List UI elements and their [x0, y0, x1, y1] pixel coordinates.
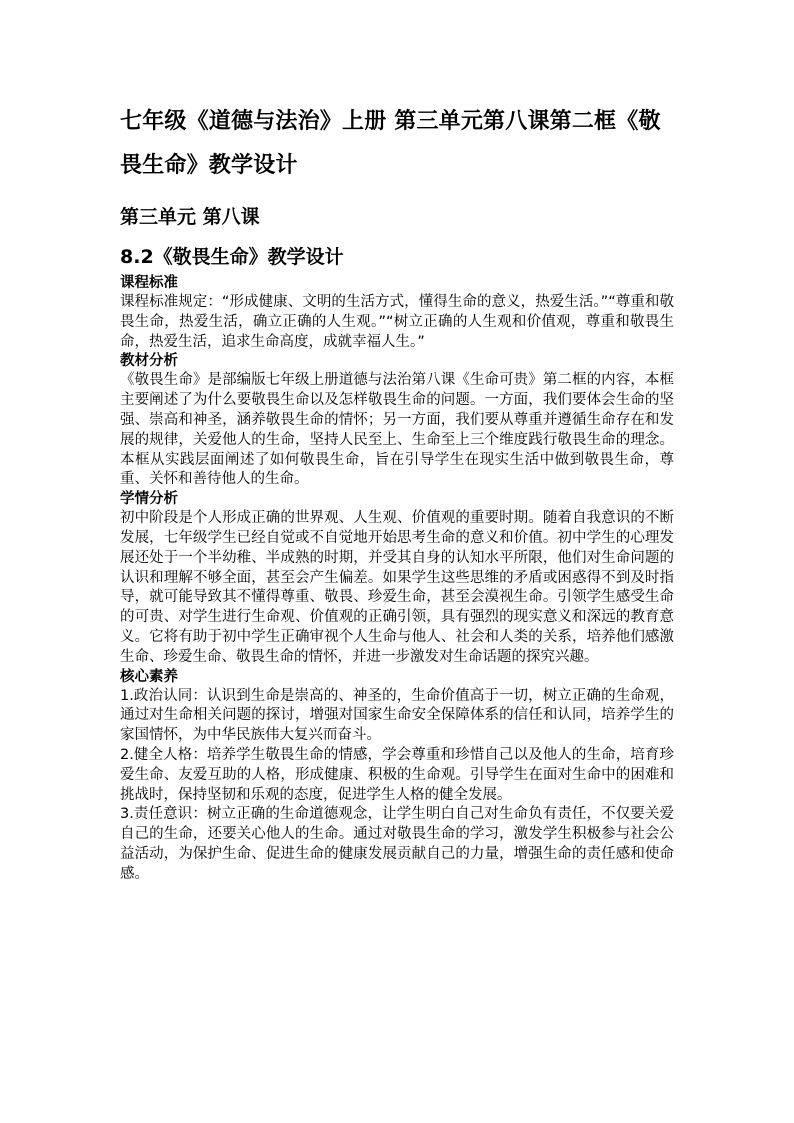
literacy-item-sound-personality: 2.健全人格：培养学生敬畏生命的情感，学会尊重和珍惜自己以及他人的生命，培育珍爱生命、友爱互助的人格，形成健康、积极的生命观。引导学生在面对生命中的困难和挑战时，保持坚韧和乐观的态度，促进学生人格的健全发展。 — [120, 746, 674, 803]
section-heading: 学情分析 — [120, 491, 178, 508]
section-heading: 教材分析 — [120, 353, 178, 370]
section-paragraph: 《敬畏生命》是部编版七年级上册道德与法治第八课《生命可贵》第二框的内容，本框主要阐述了为什么要敬畏生命以及怎样敬畏生命的问题。一方面，我们要体会生命的坚强、崇高和神圣，涵养敬畏生命的情怀；另一方面，我们要从尊重并遵循生命存在和发展的规律，关爱他人的生命，坚持人民至上、生命至上三个维度践行敬畏生命的理念。本框从实践层面阐述了如何敬畏生命，旨在引导学生在现实生活中做到敬畏生命，尊重、关怀和善待他人的生命。 — [120, 372, 674, 488]
literacy-item-responsibility: 3.责任意识：树立正确的生命道德观念，让学生明白自己对生命负有责任，不仅要关爱自己的生命，还要关心他人的生命。通过对敬畏生命的学习，激发学生积极参与社会公益活动，为保护生命、促进生命的健康发展贡献自己的力量，增强生命的责任感和使命感。 — [120, 806, 674, 882]
section-paragraph: 课程标准规定：“形成健康、文明的生活方式，懂得生命的意义，热爱生活。”“尊重和敬畏生命，热爱生活，确立正确的人生观。”“树立正确的人生观和价值观，尊重和敬畏生命，热爱生活，追求生命高度，成就幸福人生。” — [120, 294, 674, 350]
document-title: 七年级《道德与法治》上册 第三单元第八课第二框《敬畏生命》教学设计 — [120, 109, 661, 178]
section-curriculum-standard — [120, 274, 674, 352]
section-heading: 核心素养 — [120, 668, 178, 685]
literacy-item-political-identity: 1.政治认同：认识到生命是崇高的、神圣的，生命价值高于一切，树立正确的生命观，通过对生命相关问题的探讨，增强对国家生命安全保障体系的信任和认同，培养学生的家国情怀，为中华民族伟大复兴而奋斗。 — [120, 687, 674, 744]
lesson-heading: 8.2《敬畏生命》教学设计 — [120, 246, 344, 268]
section-core-literacy — [120, 668, 674, 885]
section-paragraph: 初中阶段是个人形成正确的世界观、人生观、价值观的重要时期。随着自我意识的不断发展，七年级学生已经自觉或不自觉地开始思考生命的意义和价值。初中学生的心理发展还处于一个半幼稚、半成熟的时期，并受其自身的认知水平所限，他们对生命问题的认识和理解不够全面，甚至会产生偏差。如果学生这些思维的矛盾或困惑得不到及时指导，就可能导致其不懂得尊重、敬畏、珍爱生命，甚至会漠视生命。引领学生感受生命的可贵、对学生进行生命观、价值观的正确引领，具有强烈的现实意义和深远的教育意义。它将有助于初中学生正确审视个人生命与他人、社会和人类的关系，培养他们感激生命、珍爱生命、敬畏生命的情怀，并进一步激发对生命话题的探究兴趣。 — [120, 510, 674, 665]
unit-heading: 第三单元 第八课 — [120, 206, 260, 228]
section-student-analysis — [120, 490, 674, 667]
section-heading: 课程标准 — [120, 275, 178, 291]
section-textbook-analysis — [120, 352, 674, 490]
